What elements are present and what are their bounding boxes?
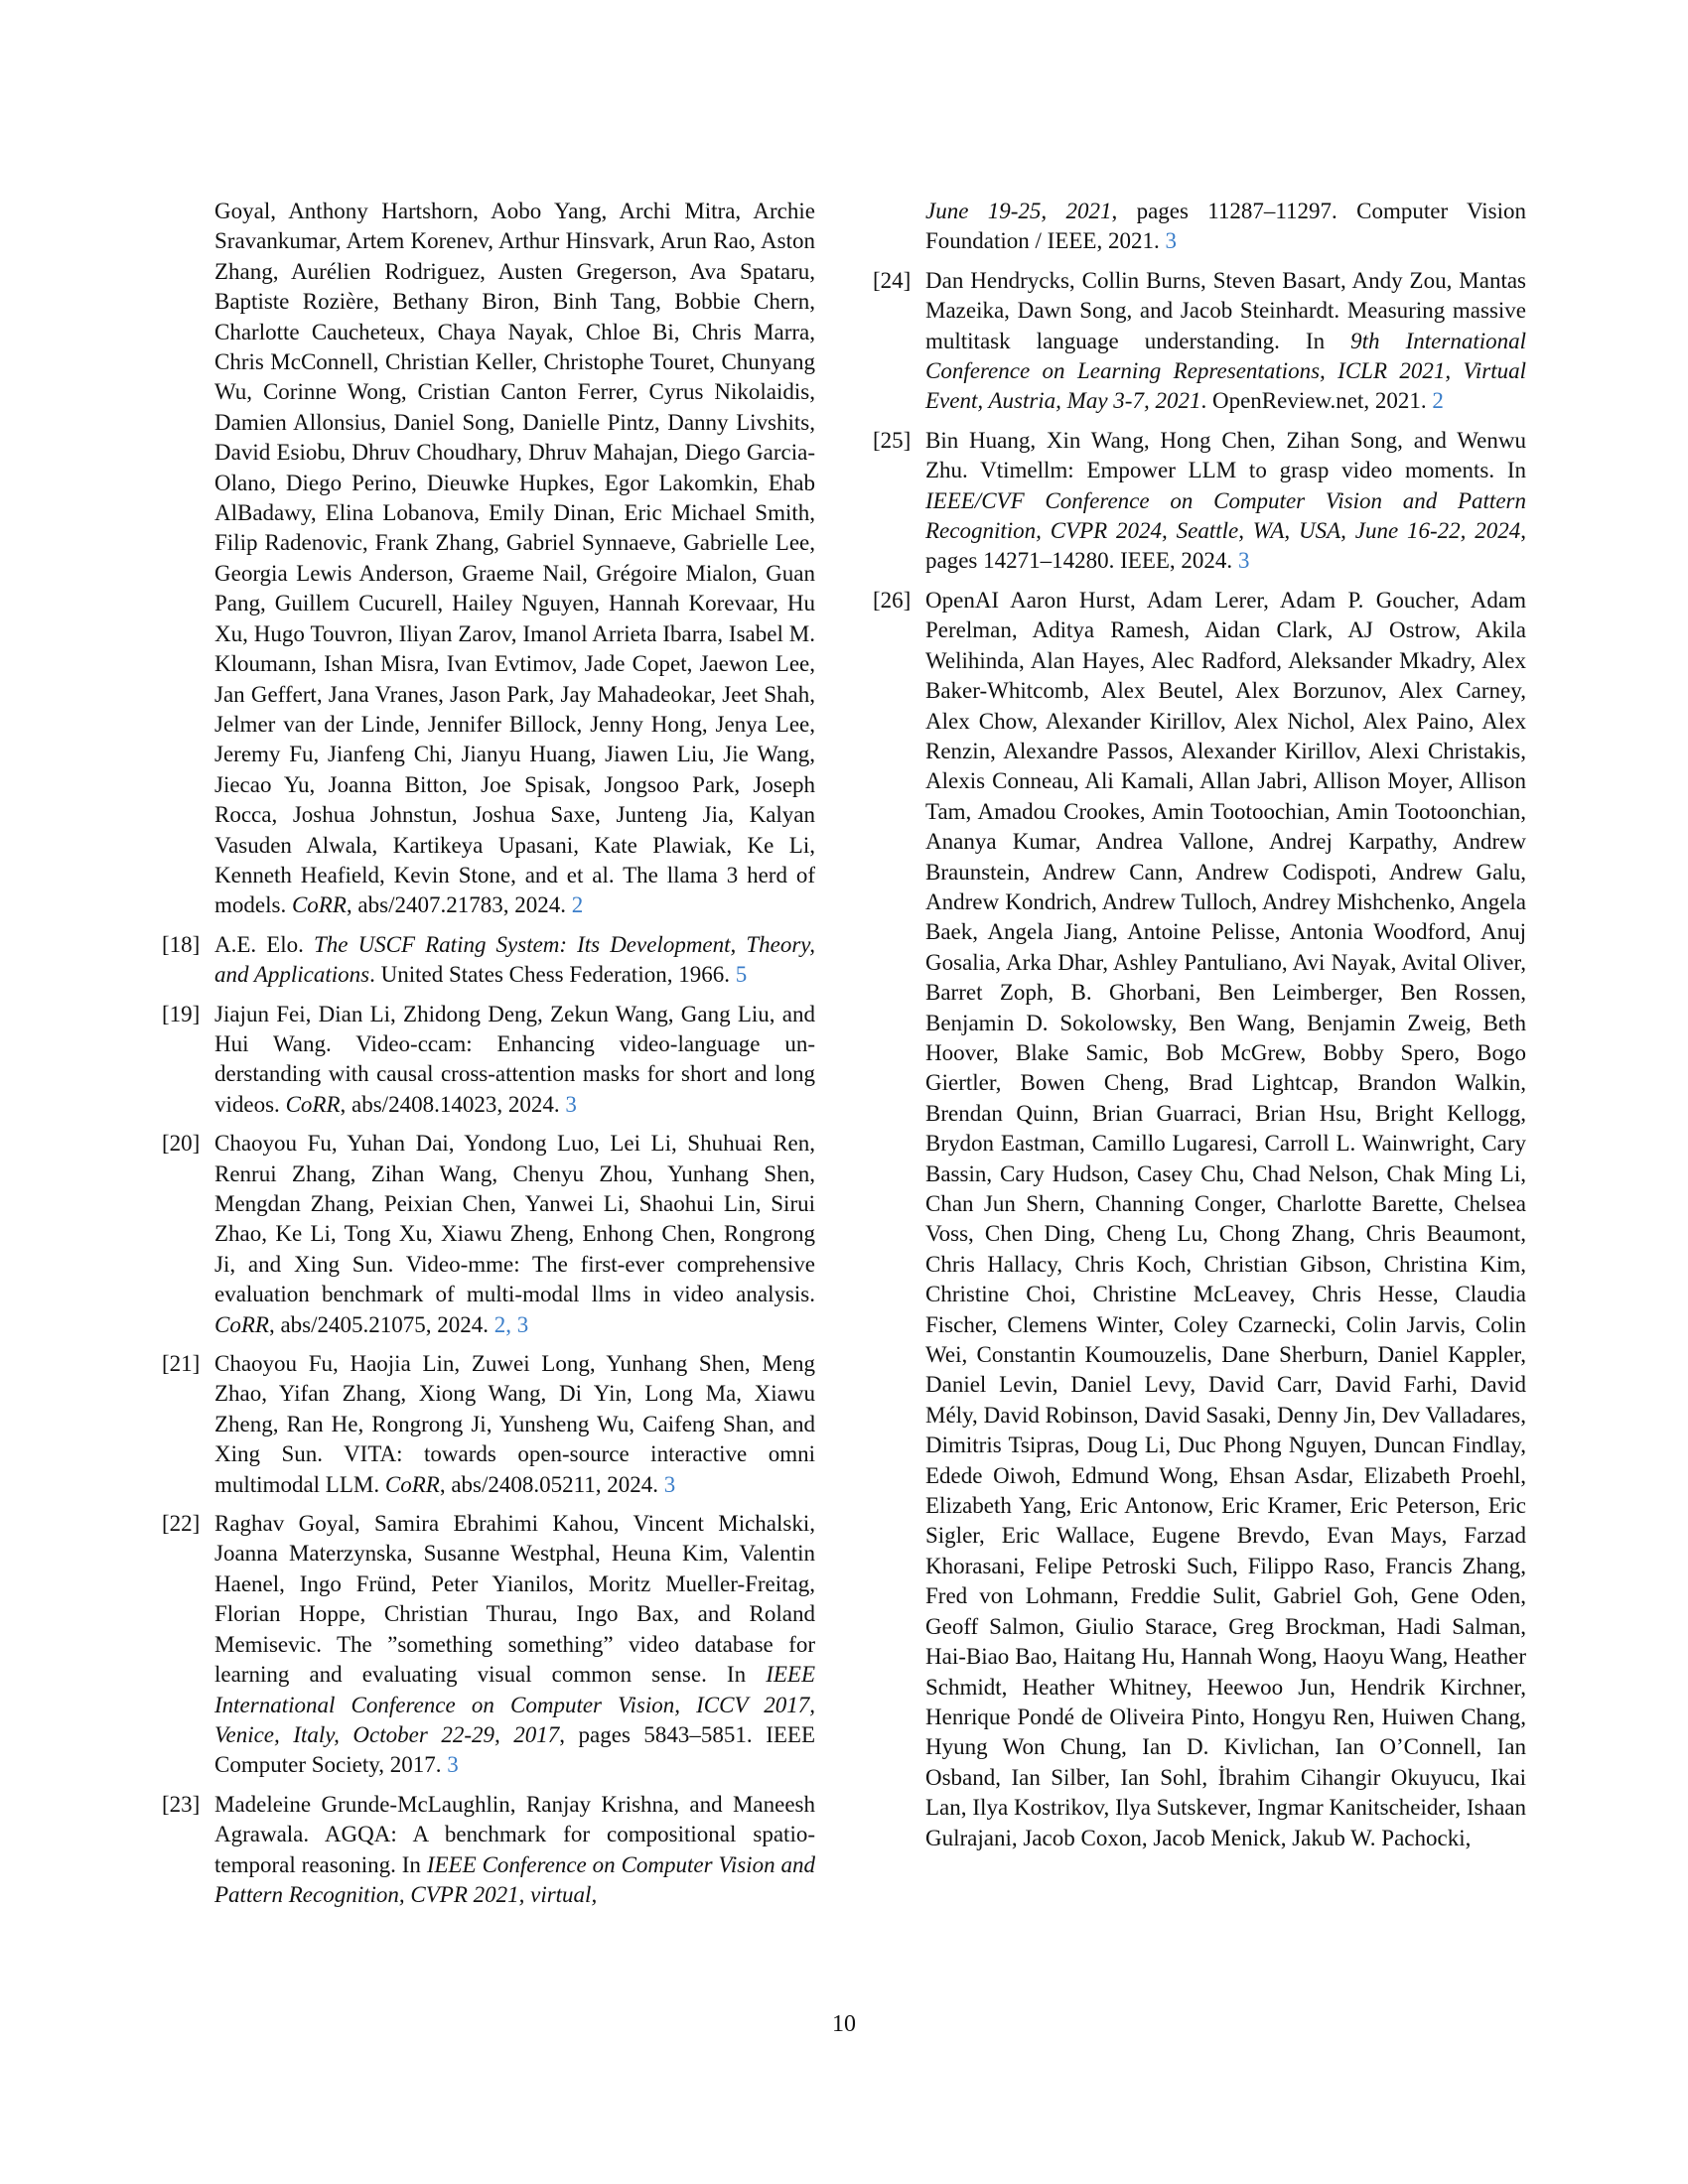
- right-column: [873, 197, 1526, 1862]
- citation-backlink[interactable]: 2, 3: [493, 1311, 529, 1337]
- reference-18: [162, 930, 815, 991]
- citation-backlink[interactable]: 3: [1237, 548, 1250, 574]
- reference-tail: , abs/2407.21783, 2024.: [346, 892, 566, 918]
- reference-25: [873, 426, 1526, 577]
- reference-tail: , abs/2408.14023, 2024.: [340, 1091, 560, 1117]
- citation-backlink[interactable]: 2: [1432, 388, 1444, 414]
- reference-number: [26]: [873, 587, 912, 613]
- reference-tail: , pages 5843–5851. IEEE Computer Society, 2017.: [214, 1721, 816, 1778]
- reference-number: [18]: [162, 931, 201, 957]
- reference-venue: CoRR: [384, 1471, 440, 1497]
- reference-venue: CoRR: [291, 892, 347, 918]
- page-number: 10: [832, 2011, 856, 2037]
- citation-backlink[interactable]: 5: [735, 962, 748, 988]
- citation-backlink[interactable]: 3: [447, 1752, 459, 1778]
- reference-venue: IEEE/CVF Conference on Computer Vision and Pattern Recognition, CVPR 2024, Seattle, WA, USA, June 16-22, 2024: [925, 487, 1526, 544]
- citation-backlink[interactable]: 3: [1165, 228, 1177, 254]
- reference-body: OpenAI Aaron Hurst, Adam Lerer, Adam P. Goucher, Adam Perelman, Aditya Ramesh, Aidan Clark, AJ Ostrow, Akila Welihinda, Alan Hayes, Alec Radford, Aleksander Mkadry, Alex Baker-Whitcomb, Alex Beutel, Alex Borzunov, Alex Carney, Alex Chow, Alexander Kirillov, Alex Nichol, Alex Paino, Alex Renzin, Alexandre Passos, Alexander Kirillov, Alexi Christakis, Alexis Conneau, Ali Kamali, Allan Jabri, Allison Moyer, Allison Tam, Amadou Crookes, Amin Tootoochian, Amin Tootoonchian, Ananya Kumar, Andrea Vallone, Andrej Karpathy, Andrew Braunstein, Andrew Cann, Andrew Codispoti, Andrew Galu, Andrew Kondrich, Andrew Tulloch, Andrey Mishchenko, Angela Baek, Angela Jiang, Antoine Pelisse, Antonia Woodford, Anuj Gosalia, Arka Dhar, Ashley Pantuliano, Avi Nayak, Avital Oliver, Barret Zoph, B. Ghorbani, Ben Leimberger, Ben Rossen, Benjamin D. Sokolowsky, Ben Wang, Benjamin Zweig, Beth Hoover, Blake Samic, Bob McGrew, Bobby Spero, Bogo Giertler, Bowen Cheng, Brad Lightcap, Brandon Walkin, Brendan Quinn, Brian Guarraci, Brian Hsu, Bright Kellogg, Brydon Eastman, Camillo Lugaresi, Carroll L. Wainwright, Cary Bassin, Cary Hudson, Casey Chu, Chad Nelson, Chak Ming Li, Chan Jun Shern, Channing Conger, Charlotte Barette, Chelsea Voss, Chen Ding, Cheng Lu, Chong Zhang, Chris Beaumont, Chris Hallacy, Chris Koch, Christian Gibson, Christina Kim, Christine Choi, Christine McLeavey, Chris Hesse, Claudia Fischer, Clemens Winter, Coley Czarnecki, Colin Jarvis, Colin Wei, Constantin Koumouzelis, Dane Sherburn, Daniel Kappler, Daniel Levin, Daniel Levy, David Carr, David Farhi, David Mély, David Robinson, David Sasaki, Denny Jin, Dev Valladares, Dimitris Tsipras, Doug Li, Duc Phong Nguyen, Duncan Findlay, Edede Oiwoh, Edmund Wong, Ehsan Asdar, Elizabeth Proehl, Elizabeth Yang, Eric Antonow, Eric Kramer, Eric Peterson, Eric Sigler, Eric Wallace, Eugene Brevdo, Evan Mays, Farzad Khorasani, Felipe Petroski Such, Filippo Raso, Francis Zhang, Fred von Lohmann, Freddie Sulit, Gabriel Goh, Gene Oden, Geoff Salmon, Giulio Starace, Greg Brockman, Hadi Salman, Hai-Biao Bao, Haitang Hu, Hannah Wong, Haoyu Wang, Heather Schmidt, Heather Whitney, Heewoo Jun, Hendrik Kirchner, Henrique Pondé de Oliveira Pinto, Hongyu Ren, Huiwen Chang, Hyung Won Chung, Ian D. Kivlichan, Ian O’Connell, Ian Osband, Ian Silber, Ian Sohl, İbrahim Cihangir Okuyucu, Ikai Lan, Ilya Kostrikov, Ilya Sutskever, Ingmar Kanitscheider, Ishaan Gulrajani, Jacob Coxon, Jacob Menick, Jakub W. Pachocki,: [925, 587, 1526, 1850]
- reference-number: [25]: [873, 427, 912, 453]
- reference-tail: , abs/2405.21075, 2024.: [268, 1311, 490, 1337]
- reference-body: Madeleine Grunde-McLaughlin, Ranjay Krishna, and Maneesh Agrawala. AGQA: A benchmark for compositional spatio-temporal reasoning. In: [214, 1791, 815, 1877]
- reference-body: Chaoyou Fu, Haojia Lin, Zuwei Long, Yunhang Shen, Meng Zhao, Yifan Zhang, Xiong Wang, Di Yin, Long Ma, Xiawu Zheng, Ran He, Rongrong Ji, Yunsheng Wu, Caifeng Shan, and Xing Sun. VITA: towards open-source interactive omni multimodal LLM.: [214, 1351, 815, 1497]
- reference-body: Jiajun Fei, Dian Li, Zhidong Deng, Zekun Wang, Gang Liu, and Hui Wang. Video-ccam: Enhancing video-language understanding with causal cross-attention masks for short and long videos.: [214, 1001, 815, 1117]
- reference-tail: , pages 11287–11297. Computer Vision Foundation / IEEE, 2021.: [925, 199, 1526, 254]
- reference-body: Raghav Goyal, Samira Ebrahimi Kahou, Vincent Michalski, Joanna Materzynska, Susanne Westphal, Heuna Kim, Valentin Haenel, Ingo Fründ, Peter Yianilos, Moritz Mueller-Freitag, Florian Hoppe, Christian Thurau, Ingo Bax, and Roland Memisevic. The ”something something” video database for learning and evaluating visual common sense. In: [214, 1511, 815, 1688]
- reference-venue: CoRR: [214, 1311, 269, 1337]
- reference-22: [162, 1509, 815, 1781]
- reference-number: [19]: [162, 1001, 201, 1026]
- reference-number: [24]: [873, 267, 912, 293]
- reference-body: Dan Hendrycks, Collin Burns, Steven Basart, Andy Zou, Mantas Mazeika, Dawn Song, and Jacob Steinhardt. Measuring massive multitask language understanding. In: [925, 267, 1526, 353]
- reference-number: [23]: [162, 1791, 201, 1817]
- reference-17-continuation: [162, 197, 815, 921]
- reference-tail: , abs/2408.05211, 2024.: [439, 1471, 659, 1497]
- reference-number: [21]: [162, 1351, 201, 1377]
- reference-tail: , pages 14271–14280. IEEE, 2024.: [925, 518, 1526, 574]
- reference-26: [873, 586, 1526, 1853]
- left-column: [162, 197, 815, 1919]
- reference-venue: IEEE International Conference on Computer Vision, ICCV 2017, Venice, Italy, October 22-29, 2017: [214, 1662, 815, 1747]
- reference-venue: June 19-25, 2021: [925, 199, 1112, 223]
- reference-23: [162, 1790, 815, 1911]
- reference-body: Bin Huang, Xin Wang, Hong Chen, Zihan Song, and Wenwu Zhu. Vtimellm: Empower LLM to grasp video moments. In: [925, 427, 1526, 483]
- citation-backlink[interactable]: 3: [565, 1091, 577, 1117]
- reference-number: [20]: [162, 1131, 201, 1157]
- reference-venue: 9th International Conference on Learning Representations, ICLR 2021, Virtual Event, Austria, May 3-7, 2021: [925, 328, 1527, 414]
- reference-tail: . OpenReview.net, 2021.: [1200, 388, 1427, 414]
- reference-body: Chaoyou Fu, Yuhan Dai, Yondong Luo, Lei Li, Shuhuai Ren, Renrui Zhang, Zihan Wang, Chenyu Zhou, Yunhang Shen, Mengdan Zhang, Peixian Chen, Yanwei Li, Shaohui Lin, Sirui Zhao, Ke Li, Tong Xu, Xiawu Zheng, Enhong Chen, Rongrong Ji, and Xing Sun. Video-mme: The first-ever comprehensive evaluation benchmark of multi-modal llms in video analysis.: [214, 1131, 815, 1307]
- reference-19: [162, 1000, 815, 1121]
- reference-23-continuation: [873, 197, 1526, 257]
- reference-21: [162, 1349, 815, 1500]
- reference-venue: CoRR: [285, 1091, 341, 1117]
- reference-title: The USCF Rating System: Its Development, Theory, and Applications: [214, 931, 815, 988]
- reference-number: [22]: [162, 1511, 201, 1537]
- reference-tail: . United States Chess Federation, 1966.: [369, 962, 730, 988]
- reference-authors: A.E. Elo.: [214, 931, 304, 957]
- reference-venue: IEEE Conference on Computer Vision and Pattern Recognition, CVPR 2021, virtual,: [214, 1851, 815, 1907]
- reference-20: [162, 1129, 815, 1340]
- reference-text: Goyal, Anthony Hartshorn, Aobo Yang, Archi Mitra, Archie Sravankumar, Artem Korenev, Arthur Hinsvark, Arun Rao, Aston Zhang, Aurélien Rodriguez, Austen Gregerson, Ava Spataru, Baptiste Rozière, Bethany Biron, Binh Tang, Bobbie Chern, Charlotte Caucheteux, Chaya Nayak, Chloe Bi, Chris Marra, Chris McConnell, Christian Keller, Christophe Touret, Chunyang Wu, Corinne Wong, Cristian Canton Ferrer, Cyrus Nikolaidis, Damien Allonsius, Daniel Song, Danielle Pintz, Danny Livshits, David Esiobu, Dhruv Choudhary, Dhruv Mahajan, Diego Garcia-Olano, Diego Perino, Dieuwke Hupkes, Egor Lakomkin, Ehab AlBadawy, Elina Lobanova, Emily Dinan, Eric Michael Smith, Filip Radenovic, Frank Zhang, Gabriel Synnaeve, Gabrielle Lee, Georgia Lewis Anderson, Graeme Nail, Grégoire Mialon, Guan Pang, Guillem Cucurell, Hailey Nguyen, Hannah Korevaar, Hu Xu, Hugo Touvron, Iliyan Zarov, Imanol Arrieta Ibarra, Isabel M. Kloumann, Ishan Misra, Ivan Evtimov, Jade Copet, Jaewon Lee, Jan Geffert, Jana Vranes, Jason Park, Jay Mahadeokar, Jeet Shah, Jelmer van der Linde, Jennifer Billock, Jenny Hong, Jenya Lee, Jeremy Fu, Jianfeng Chi, Jianyu Huang, Jiawen Liu, Jie Wang, Jiecao Yu, Joanna Bitton, Joe Spisak, Jongsoo Park, Joseph Rocca, Joshua Johnstun, Joshua Saxe, Junteng Jia, Kalyan Vasuden Alwala, Kartikeya Upasani, Kate Plawiak, Ke Li, Kenneth Heafield, Kevin Stone, and et al. The llama 3 herd of models.: [214, 199, 815, 918]
- citation-backlink[interactable]: 3: [663, 1471, 676, 1497]
- reference-24: [873, 266, 1526, 417]
- citation-backlink[interactable]: 2: [571, 892, 584, 918]
